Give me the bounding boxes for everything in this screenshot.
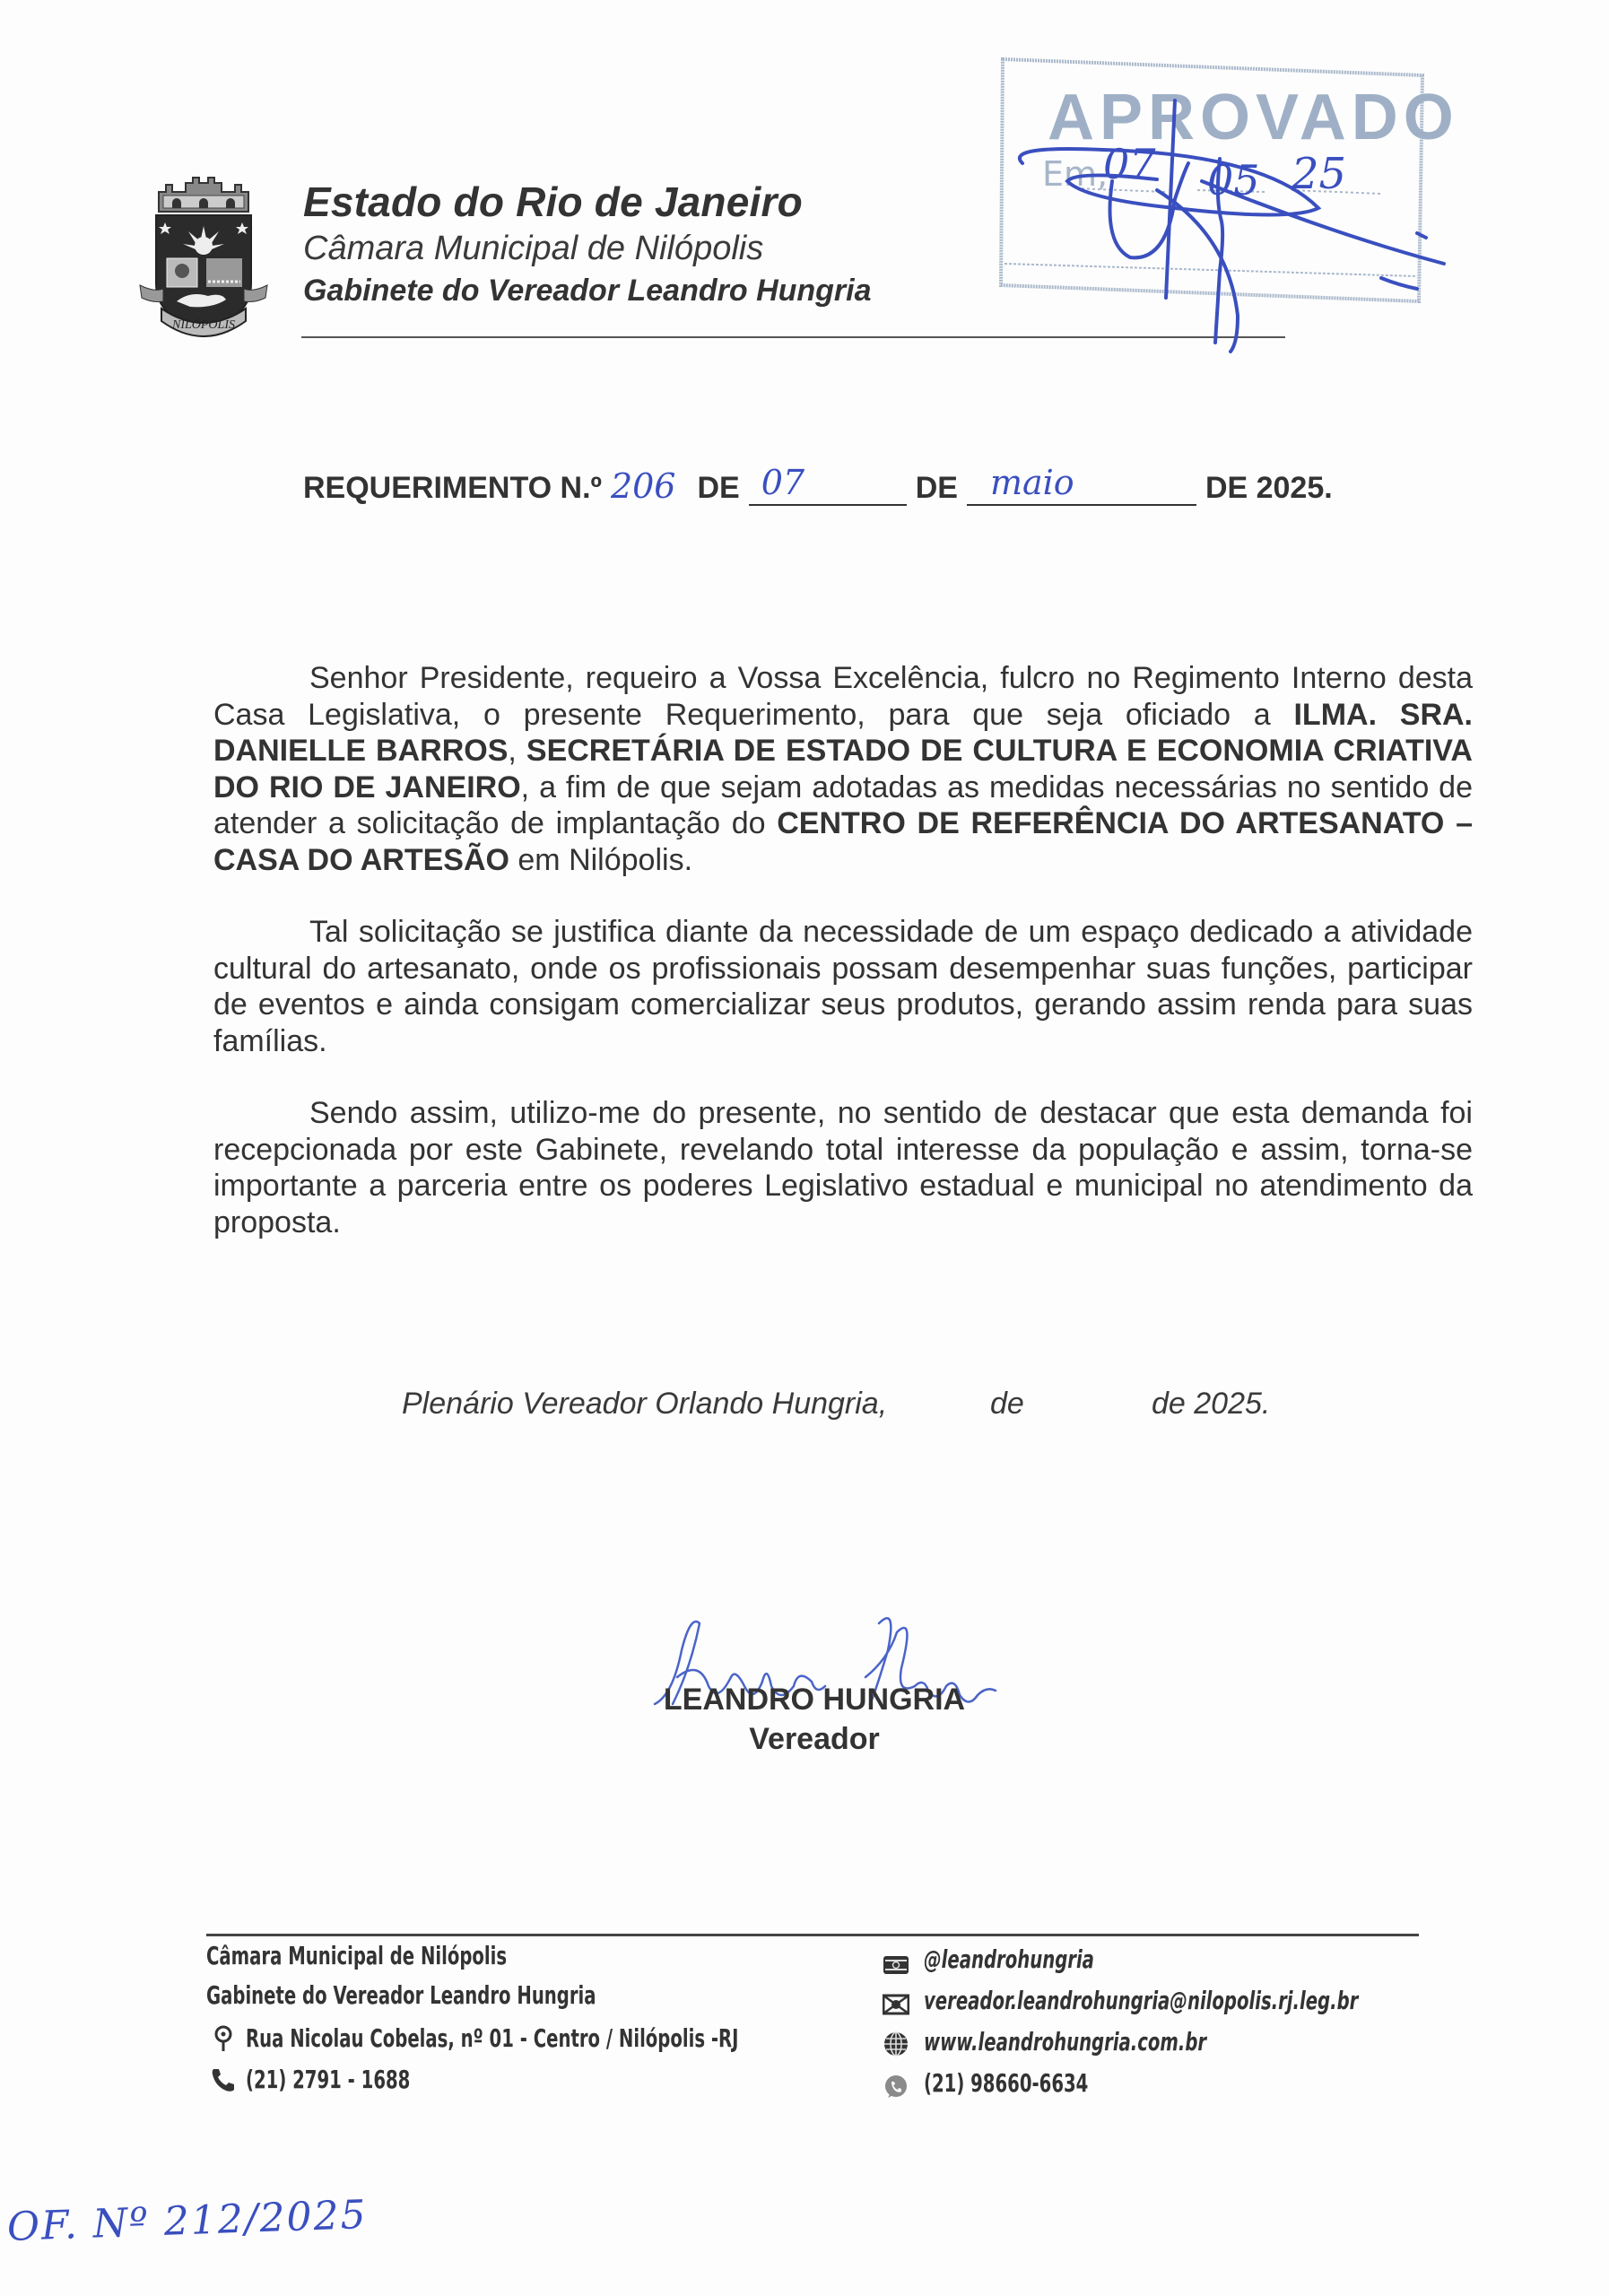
- requerimento-year: DE 2025.: [1205, 471, 1333, 505]
- paragraph-2: Tal solicitação se justifica diante da necessidade de um espaço dedicado a atividade cultural do artesanato, onde os profissionais possam desempenhar suas funções, participar de eventos e ainda consigam comercializar seus produtos, gerando assim renda para suas famílias.: [213, 915, 1473, 1058]
- header-divider: [301, 336, 1285, 338]
- stamp-year: 25: [1292, 149, 1347, 199]
- stamp-date-prefix: Em,: [1042, 154, 1109, 194]
- letterhead-state: Estado do Rio de Janeiro: [303, 178, 803, 225]
- addressee-name: ILMA. SRA. DANIELLE BARROS: [213, 697, 1474, 768]
- project-name: CENTRO DE REFERÊNCIA DO ARTESANATO – CASA DO ARTESÃO: [213, 806, 1473, 877]
- footer-divider: [206, 1934, 1419, 1936]
- footer-chamber: Câmara Municipal de Nilópolis: [206, 1941, 508, 1970]
- closing-de: de: [990, 1387, 1024, 1421]
- stamp-month: 05: [1207, 156, 1260, 204]
- document-body: [213, 660, 1473, 1276]
- requerimento-heading: [303, 463, 1333, 506]
- month-value: maio: [989, 463, 1074, 502]
- p1-text-3: , a fim de que sejam adotadas as medidas necessárias no sentido de atender a solicitação de implantação do: [213, 770, 1473, 840]
- footer-email[interactable]: vereador.leandrohungria@nilopolis.rj.leg.br: [924, 1986, 1359, 2015]
- instagram-camera-icon: [883, 1952, 909, 1979]
- nilopolis-coat-of-arms-icon: [136, 176, 271, 337]
- requerimento-number: 206: [610, 466, 676, 506]
- p1-text-1: Senhor Presidente, requeiro a Vossa Excelência, fulcro no Regimento Interno desta Casa Legislativa, o presente Requerimento, para que seja oficiado a: [213, 661, 1473, 732]
- signatory-name: LEANDRO HUNGRIA: [663, 1683, 966, 1717]
- addressee-title: SECRETÁRIA DE ESTADO DE CULTURA E ECONOMIA CRIATIVA DO RIO DE JANEIRO: [213, 734, 1473, 804]
- closing-year: de 2025.: [1152, 1387, 1271, 1421]
- whatsapp-icon: [883, 2074, 909, 2100]
- footer-whatsapp[interactable]: (21) 98660-6634: [924, 2068, 1089, 2098]
- footer-address: Rua Nicolau Cobelas, nº 01 - Centro / Nilópolis -RJ: [246, 2023, 739, 2053]
- p1-text-4: em Nilópolis.: [509, 842, 693, 877]
- footer-instagram[interactable]: @leandrohungria: [924, 1944, 1094, 1974]
- p1-text-2: ,: [508, 734, 526, 768]
- footer-office: Gabinete do Vereador Leandro Hungria: [206, 1980, 596, 2010]
- month-field: [967, 463, 1196, 506]
- day-value: 07: [761, 463, 805, 502]
- oficio-annotation: OF. Nº 212/2025: [6, 2191, 369, 2250]
- footer-phone: (21) 2791 - 1688: [246, 2065, 411, 2094]
- stamp-status: APROVADO: [1048, 82, 1459, 153]
- phone-icon: [210, 2066, 237, 2093]
- footer-website[interactable]: www.leandrohungria.com.br: [924, 2027, 1207, 2057]
- requerimento-de-1: DE: [697, 471, 740, 505]
- letterhead-office: Gabinete do Vereador Leandro Hungria: [303, 274, 872, 308]
- stamp-day: 07: [1103, 140, 1156, 188]
- paragraph-3: Sendo assim, utilizo-me do presente, no sentido de destacar que esta demanda foi recepcionada por este Gabinete, revelando total interesse da população e assim, torna-se importante a parceria entre os poderes Legislativo estadual e municipal no atendimento da proposta.: [213, 1096, 1473, 1239]
- letterhead-chamber: Câmara Municipal de Nilópolis: [303, 230, 764, 267]
- signatory-role: Vereador: [749, 1722, 880, 1756]
- day-field: [749, 463, 907, 506]
- requerimento-de-2: DE: [915, 471, 958, 505]
- map-pin-icon: [210, 2025, 237, 2052]
- approval-stamp: [996, 56, 1459, 307]
- closing-place: Plenário Vereador Orlando Hungria,: [402, 1387, 888, 1421]
- crest-label: NILÓPOLIS: [171, 318, 236, 332]
- paragraph-1: [213, 660, 1473, 878]
- email-envelope-icon: [883, 1991, 909, 2018]
- requerimento-label: REQUERIMENTO N.º: [303, 471, 602, 505]
- globe-icon: [883, 2031, 909, 2057]
